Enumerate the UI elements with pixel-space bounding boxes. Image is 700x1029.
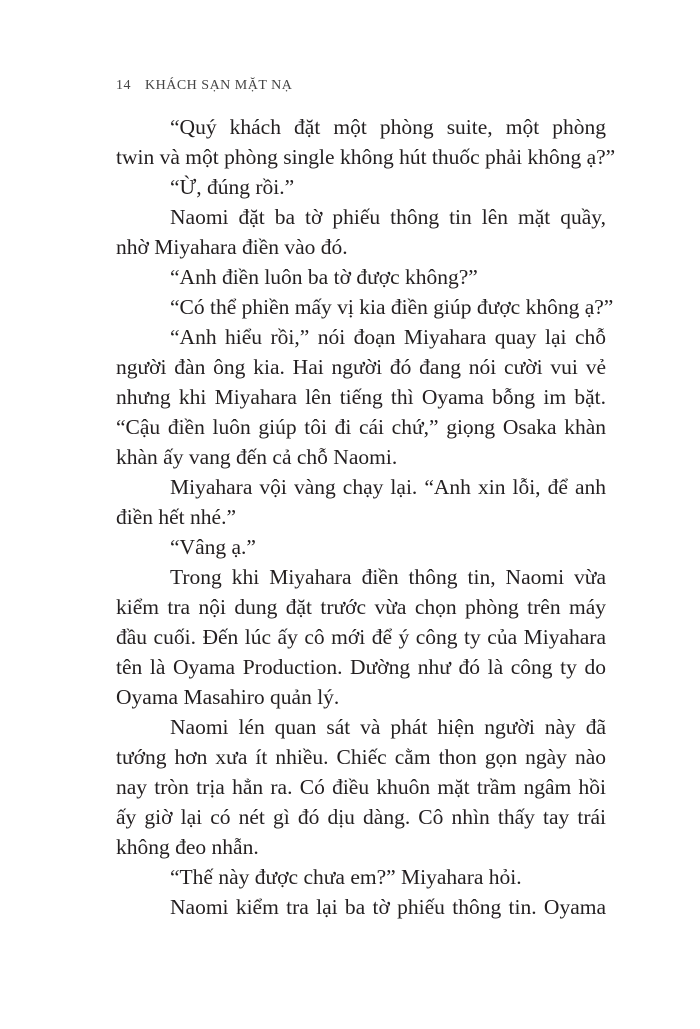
text-line: Oyama Masahiro quản lý.	[116, 685, 340, 709]
paragraph	[116, 892, 606, 922]
paragraph	[116, 322, 606, 472]
paragraph	[116, 262, 606, 292]
text-line: kiểm tra nội dung đặt trước vừa chọn phòng trên máy	[116, 595, 606, 619]
text-line: điền hết nhé.”	[116, 505, 236, 529]
text-line: nhờ Miyahara điền vào đó.	[116, 235, 348, 259]
text-line: tướng hơn xưa ít nhiều. Chiếc cằm thon gọn ngày nào	[116, 745, 606, 769]
paragraph	[116, 472, 606, 532]
text-line: “Thế này được chưa em?” Miyahara hỏi.	[170, 865, 522, 889]
text-line: “Cậu điền luôn giúp tôi đi cái chứ,” giọng Osaka khàn	[116, 415, 606, 439]
text-line: “Vâng ạ.”	[170, 535, 256, 559]
text-line: ấy giờ lại có nét gì đó dịu dàng. Cô nhìn thấy tay trái	[116, 805, 606, 829]
text-line: Trong khi Miyahara điền thông tin, Naomi vừa	[170, 565, 606, 589]
text-line: nhưng khi Miyahara lên tiếng thì Oyama bỗng im bặt.	[116, 385, 606, 409]
paragraph	[116, 532, 606, 562]
running-title: KHÁCH SẠN MẶT NẠ	[145, 78, 293, 93]
text-line: “Quý khách đặt một phòng suite, một phòng	[170, 115, 606, 139]
page-number: 14	[116, 78, 131, 93]
paragraph	[116, 172, 606, 202]
text-line: người đàn ông kia. Hai người đó đang nói cười vui vẻ	[116, 355, 606, 379]
paragraph	[116, 712, 606, 862]
paragraph	[116, 292, 614, 322]
text-line: Miyahara vội vàng chạy lại. “Anh xin lỗi, để anh	[170, 475, 606, 499]
text-line: khàn ấy vang đến cả chỗ Naomi.	[116, 445, 398, 469]
text-line: “Anh hiểu rồi,” nói đoạn Miyahara quay lại chỗ	[170, 325, 606, 349]
text-line: “Ừ, đúng rồi.”	[170, 175, 295, 199]
text-line: Naomi lén quan sát và phát hiện người này đã	[170, 715, 606, 739]
page-body	[116, 112, 616, 922]
text-line: Naomi đặt ba tờ phiếu thông tin lên mặt quầy,	[170, 205, 606, 229]
text-line: “Có thể phiền mấy vị kia điền giúp được không ạ?”	[170, 295, 614, 319]
text-line: twin và một phòng single không hút thuốc phải không ạ?”	[116, 145, 616, 169]
text-line: tên là Oyama Production. Dường như đó là công ty do	[116, 655, 606, 679]
text-line: “Anh điền luôn ba tờ được không?”	[170, 265, 478, 289]
running-header	[116, 78, 292, 94]
text-line: đầu cuối. Đến lúc ấy cô mới để ý công ty của Miyahara	[116, 625, 606, 649]
text-line: nay tròn trịa hẳn ra. Có điều khuôn mặt trầm ngâm hồi	[116, 775, 606, 799]
paragraph	[116, 562, 606, 712]
paragraph	[116, 862, 606, 892]
text-line: Naomi kiểm tra lại ba tờ phiếu thông tin. Oyama	[170, 895, 606, 919]
paragraph	[116, 202, 606, 262]
paragraph	[116, 112, 616, 172]
text-line: không đeo nhẫn.	[116, 835, 259, 859]
